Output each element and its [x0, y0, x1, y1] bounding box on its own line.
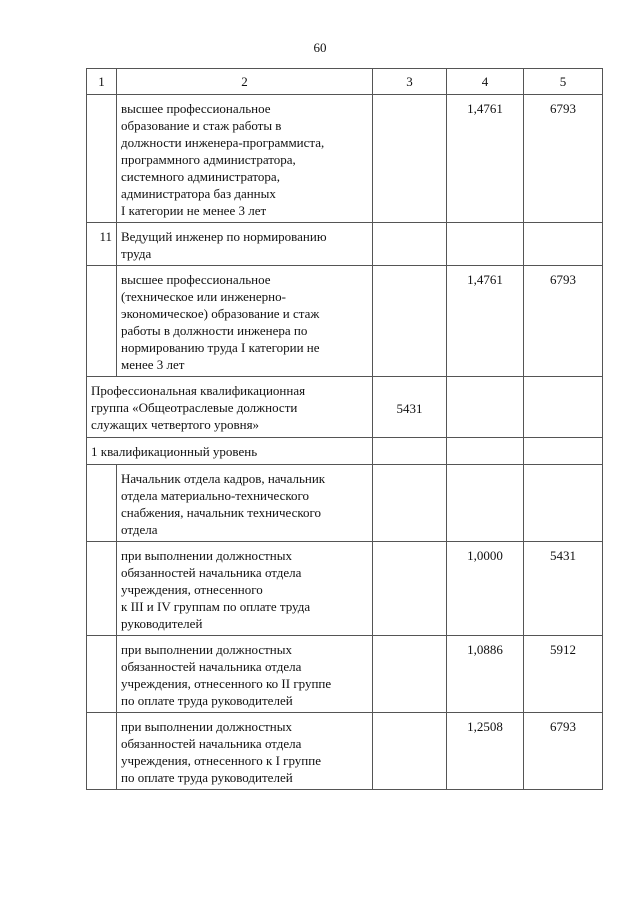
table-row: [87, 223, 603, 266]
coefficient-cell: 1,0000: [447, 542, 524, 636]
table-row: [87, 713, 603, 790]
qualification-level-title: 1 квалификационный уровень: [87, 438, 373, 465]
coefficient-cell: [447, 465, 524, 542]
table-row: [87, 465, 603, 542]
base-salary-cell: [373, 636, 447, 713]
position-description: при выполнении должностных обязанностей начальника отдела учреждения, отнесенного к III и IV группам по оплате труда руководителей: [117, 542, 373, 636]
row-number-cell: [87, 542, 117, 636]
salary-cell: 6793: [524, 266, 603, 377]
base-salary-cell: [373, 95, 447, 223]
page-number: 60: [313, 40, 327, 55]
salary-cell: [524, 223, 603, 266]
coefficient-cell: [447, 438, 524, 465]
position-description: высшее профессиональное (техническое или инженерно- экономическое) образование и стаж работы в должности инженера по нормированию труда I категории не менее 3 лет: [117, 266, 373, 377]
header-col-3: 3: [373, 69, 447, 95]
row-number-cell: 11: [87, 223, 117, 266]
position-description: при выполнении должностных обязанностей начальника отдела учреждения, отнесенного ко II группе по оплате труда руководителей: [117, 636, 373, 713]
position-title: Ведущий инженер по нормированию труда: [117, 223, 373, 266]
table-row: [87, 95, 603, 223]
position-title: Начальник отдела кадров, начальник отдела материально-технического снабжения, начальник технического отдела: [117, 465, 373, 542]
header-col-1: 1: [87, 69, 117, 95]
row-number-cell: [87, 95, 117, 223]
header-col-4: 4: [447, 69, 524, 95]
table-row: [87, 636, 603, 713]
row-number-cell: [87, 266, 117, 377]
row-number-cell: [87, 636, 117, 713]
position-description: высшее профессиональное образование и стаж работы в должности инженера-программиста, программного администратора, системного администратора, администратора баз данных I категории не менее 3 лет: [117, 95, 373, 223]
coefficient-cell: 1,0886: [447, 636, 524, 713]
coefficient-cell: [447, 223, 524, 266]
header-col-2: 2: [117, 69, 373, 95]
header-col-5: 5: [524, 69, 603, 95]
coefficient-cell: [447, 377, 524, 438]
group-base-salary: 5431: [373, 377, 447, 438]
row-number-cell: [87, 713, 117, 790]
table-row: [87, 266, 603, 377]
salary-cell: 5431: [524, 542, 603, 636]
level-row: [87, 438, 603, 465]
salary-table: [86, 68, 603, 790]
salary-cell: [524, 377, 603, 438]
table-row: [87, 542, 603, 636]
salary-cell: [524, 438, 603, 465]
position-description: при выполнении должностных обязанностей начальника отдела учреждения, отнесенного к I группе по оплате труда руководителей: [117, 713, 373, 790]
base-salary-cell: [373, 465, 447, 542]
salary-cell: 6793: [524, 95, 603, 223]
base-salary-cell: [373, 713, 447, 790]
coefficient-cell: 1,4761: [447, 95, 524, 223]
coefficient-cell: 1,2508: [447, 713, 524, 790]
table-header-row: [87, 69, 603, 95]
row-number-cell: [87, 465, 117, 542]
qualification-group-title: Профессиональная квалификационная группа «Общеотраслевые должности служащих четвертого уровня»: [87, 377, 373, 438]
salary-cell: [524, 465, 603, 542]
base-salary-cell: [373, 438, 447, 465]
coefficient-cell: 1,4761: [447, 266, 524, 377]
base-salary-cell: [373, 542, 447, 636]
salary-cell: 5912: [524, 636, 603, 713]
group-row: [87, 377, 603, 438]
salary-cell: 6793: [524, 713, 603, 790]
base-salary-cell: [373, 223, 447, 266]
base-salary-cell: [373, 266, 447, 377]
